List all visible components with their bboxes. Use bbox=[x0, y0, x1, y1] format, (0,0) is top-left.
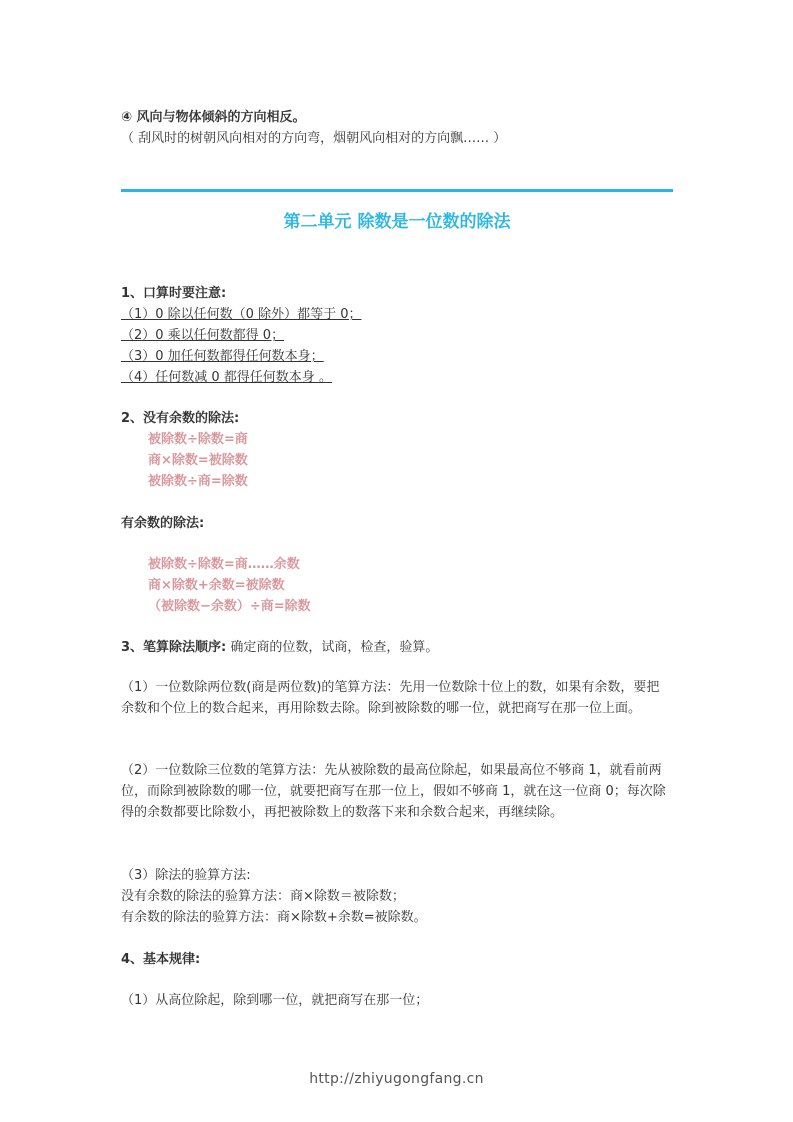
section3-heading: 3、笔算除法顺序: bbox=[121, 640, 227, 655]
section4-heading: 4、基本规律: bbox=[121, 952, 201, 967]
section3-heading-line bbox=[121, 636, 438, 655]
section3-paragraph-1: （1）一位数除两位数(商是两位数)的笔算方法：先用一位数除十位上的数，如果有余数，要把余数和个位上的数合起来，再用除数去除。除到被除数的哪一位，就把商写在那一位上面。 bbox=[121, 680, 660, 716]
section3-check-line: 没有余数的除法的验算方法：商×除数＝被除数； bbox=[121, 889, 405, 904]
section1-item: （3）0 加任何数都得任何数本身； bbox=[121, 349, 324, 364]
formula-line: 被除数÷除数=商 bbox=[148, 432, 248, 447]
formula-line: （被除数−余数）÷商=除数 bbox=[148, 599, 311, 614]
formula-line: 商×除数+余数=被除数 bbox=[148, 578, 285, 593]
section3-check-line: 有余数的除法的验算方法：商×除数+余数=被除数。 bbox=[121, 910, 427, 925]
unit-title: 第二单元 除数是一位数的除法 bbox=[283, 212, 511, 232]
formula-line: 商×除数=被除数 bbox=[148, 453, 248, 468]
section3-paragraph-2: （2）一位数除三位数的笔算方法：先从被除数的最高位除起，如果最高位不够商 1，就看前两位，而除到被除数的哪一位，就要把商写在那一位上，假如不够商 1，就在这一位商 0；每次除得的余数都要比除数小，再把被除数上的数落下来和余数合起来，再继续除。 bbox=[121, 763, 666, 820]
section2-heading: 2、没有余数的除法: bbox=[121, 411, 240, 426]
section-divider bbox=[121, 189, 673, 192]
footer-url: http://zhiyugongfang.cn bbox=[309, 1071, 484, 1087]
remainder-heading: 有余数的除法: bbox=[121, 516, 205, 531]
section3-check-title: （3）除法的验算方法: bbox=[121, 868, 251, 883]
section1-item: （1）0 除以任何数（0 除外）都等于 0； bbox=[121, 307, 362, 322]
section1-item: （2）0 乘以任何数都得 0； bbox=[121, 328, 285, 343]
section4-item: （1）从高位除起，除到哪一位，就把商写在那一位； bbox=[121, 993, 429, 1008]
formula-line: 被除数÷除数=商……余数 bbox=[148, 557, 300, 572]
item4-note: （ 刮风时的树朝风向相对的方向弯，烟朝风向相对的方向飘…… ） bbox=[121, 131, 507, 146]
formula-line: 被除数÷商=除数 bbox=[148, 474, 248, 489]
section1-item: （4）任何数减 0 都得任何数本身 。 bbox=[121, 370, 332, 385]
section3-heading-rest: 确定商的位数，试商，检查，验算。 bbox=[226, 640, 439, 655]
section1-heading: 1、口算时要注意: bbox=[121, 286, 227, 301]
item4-title: ④ 风向与物体倾斜的方向相反。 bbox=[121, 110, 306, 125]
